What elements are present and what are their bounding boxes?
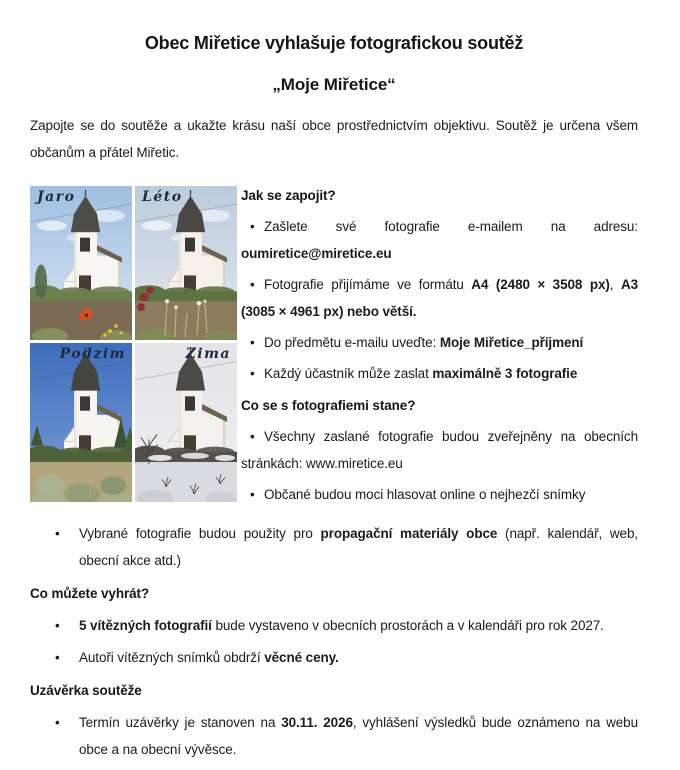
heading-what-happens: Co se s fotografiemi stane? bbox=[241, 398, 416, 413]
bullet-marker: • bbox=[250, 429, 255, 444]
bullet-marker: • bbox=[55, 618, 60, 633]
photo-zima bbox=[135, 343, 237, 502]
bullet-promo-materials: • Vybrané fotografie budou použity pro propagační materiály obce (např. kalendář, web, obecní akce atd.) bbox=[30, 520, 638, 574]
photo-label-zima: Zima bbox=[185, 346, 231, 362]
page-subtitle: „Moje Miřetice“ bbox=[272, 75, 396, 94]
heading-prizes: Co můžete vyhrát? bbox=[30, 586, 150, 601]
main-row bbox=[30, 186, 638, 508]
photo-label-podzim: Podzim bbox=[59, 346, 126, 362]
bullet-marker: • bbox=[250, 335, 255, 350]
bullet-format: • Fotografie přijímáme ve formátu A4 (2480 × 3508 px), A3 (3085 × 4961 px) nebo větší. bbox=[241, 271, 638, 325]
page-title: Obec Miřetice vyhlašuje fotografickou soutěž bbox=[144, 33, 524, 53]
photo-label-jaro: Jaro bbox=[37, 189, 76, 205]
bullet-send-photos: • Zašlete své fotografie e-mailem na adresu: oumiretice@miretice.eu bbox=[241, 213, 638, 267]
bullet-winning-photos: • 5 vítězných fotografií bude vystaveno v obecních prostorách a v kalendáři pro rok 2027. bbox=[30, 612, 638, 639]
heading-how-to-join: Jak se zapojit? bbox=[241, 188, 336, 203]
bullet-marker: • bbox=[250, 277, 255, 292]
bullet-marker: • bbox=[250, 219, 255, 234]
bullet-deadline-date: • Termín uzávěrky je stanoven na 30.11. 2026, vyhlášení výsledků bude oznámeno na webu obce a na obecní vývěsce. bbox=[30, 709, 638, 763]
seasons-photo-collage bbox=[30, 186, 237, 502]
bullet-online-voting: • Občané budou moci hlasovat online o nejhezčí snímky bbox=[241, 481, 638, 508]
bullet-marker: • bbox=[250, 487, 255, 502]
bullet-prizes: • Autoři vítězných snímků obdrží věcné ceny. bbox=[30, 644, 638, 671]
photo-podzim bbox=[30, 343, 132, 502]
photo-label-leto: Léto bbox=[142, 189, 183, 205]
bullet-marker: • bbox=[55, 715, 60, 730]
bullet-published-web: • Všechny zaslané fotografie budou zveřejněny na obecních stránkách: www.miretice.eu bbox=[241, 423, 638, 477]
bullet-marker: • bbox=[250, 366, 255, 381]
intro-paragraph: Zapojte se do soutěže a ukažte krásu naší obce prostřednictvím objektivu. Soutěž je určena všem občanům a přátel Miřetic. bbox=[30, 118, 638, 160]
bullet-marker: • bbox=[55, 650, 60, 665]
photo-jaro bbox=[30, 186, 132, 340]
bullet-marker: • bbox=[55, 526, 60, 541]
photo-leto bbox=[135, 186, 237, 340]
full-width-section bbox=[30, 520, 638, 763]
heading-deadline: Uzávěrka soutěže bbox=[30, 683, 142, 698]
bullet-subject-line: • Do předmětu e-mailu uveďte: Moje Miřetice_příjmení bbox=[241, 329, 638, 356]
bullet-max-photos: • Každý účastník může zaslat maximálně 3 fotografie bbox=[241, 360, 638, 387]
right-column bbox=[241, 186, 638, 508]
